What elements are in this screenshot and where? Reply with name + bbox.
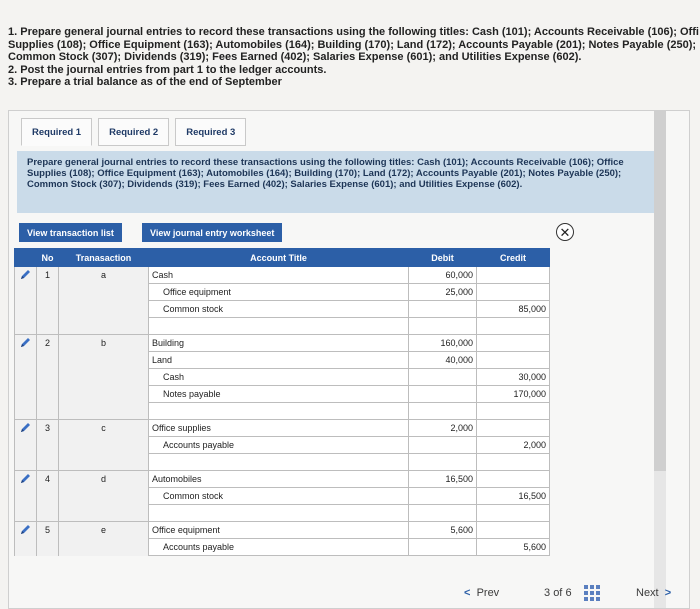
account-title-cell[interactable]: Automobiles xyxy=(149,471,409,488)
account-title-cell[interactable]: Building xyxy=(149,335,409,352)
entry-number xyxy=(37,284,59,301)
credit-cell[interactable] xyxy=(477,403,550,420)
spacer-row xyxy=(15,454,550,471)
account-title-cell[interactable]: Office supplies xyxy=(149,420,409,437)
debit-cell[interactable] xyxy=(409,454,477,471)
debit-cell[interactable]: 25,000 xyxy=(409,284,477,301)
credit-cell[interactable] xyxy=(477,471,550,488)
entry-number xyxy=(37,318,59,335)
account-title-cell[interactable]: Land xyxy=(149,352,409,369)
header-no: No xyxy=(37,249,59,267)
table-row xyxy=(15,488,550,505)
credit-cell[interactable] xyxy=(477,318,550,335)
table-row xyxy=(15,369,550,386)
account-title-cell[interactable]: Cash xyxy=(149,369,409,386)
debit-cell[interactable]: 60,000 xyxy=(409,267,477,284)
credit-cell[interactable] xyxy=(477,505,550,522)
edit-cell[interactable] xyxy=(15,522,37,539)
account-title-cell[interactable] xyxy=(149,505,409,522)
header-credit: Credit xyxy=(477,249,550,267)
pagination xyxy=(464,581,684,605)
transaction-letter xyxy=(59,369,149,386)
table-row xyxy=(15,267,550,284)
debit-cell[interactable]: 160,000 xyxy=(409,335,477,352)
account-title-cell[interactable]: Common stock xyxy=(149,488,409,505)
grid-icon[interactable] xyxy=(584,585,600,604)
question-prompt: Prepare general journal entries to record these transactions using the following titles: Cash (101); Accounts Receivable (106); Office Supplies (108); Office Equipment (163); Automobiles (164); Building (170); Land (172); Accounts Payable (201); Notes Payable (250); Common Stock (307); Dividends (319); Fees Earned (402); Salaries Expense (601); and Utilities Expense (602). xyxy=(17,151,654,213)
transaction-letter: c xyxy=(59,420,149,437)
edit-cell[interactable] xyxy=(15,267,37,284)
account-title-cell[interactable] xyxy=(149,318,409,335)
table-row xyxy=(15,284,550,301)
credit-cell[interactable]: 30,000 xyxy=(477,369,550,386)
assignment-panel xyxy=(8,110,690,609)
transaction-letter xyxy=(59,505,149,522)
pencil-icon[interactable] xyxy=(20,272,32,282)
instruction-line: Supplies (108); Office Equipment (163); Automobiles (164); Building (170); Land (172); Accounts Payable (201); Notes Payable (250); xyxy=(8,38,697,51)
credit-cell[interactable]: 170,000 xyxy=(477,386,550,403)
credit-cell[interactable] xyxy=(477,267,550,284)
debit-cell[interactable] xyxy=(409,488,477,505)
debit-cell[interactable] xyxy=(409,318,477,335)
page-of-label: of xyxy=(553,587,563,599)
entry-number xyxy=(37,301,59,318)
transaction-letter: d xyxy=(59,471,149,488)
total-pages: 6 xyxy=(565,587,572,599)
transaction-letter xyxy=(59,539,149,556)
entry-number xyxy=(37,386,59,403)
spacer-row xyxy=(15,403,550,420)
debit-cell[interactable] xyxy=(409,437,477,454)
scrollbar[interactable] xyxy=(654,111,666,608)
chevron-right-icon: > xyxy=(664,587,672,599)
pencil-icon[interactable] xyxy=(20,425,32,435)
pencil-icon[interactable] xyxy=(20,527,32,537)
entry-number: 2 xyxy=(37,335,59,352)
entry-number xyxy=(37,437,59,454)
prev-button[interactable] xyxy=(464,587,499,599)
instruction-line: Common Stock (307); Dividends (319); Fees Earned (402); Salaries Expense (601); and Utilities Expense (602). xyxy=(8,51,582,63)
next-label: Next xyxy=(636,587,659,599)
account-title-cell[interactable] xyxy=(149,454,409,471)
edit-cell xyxy=(15,539,37,556)
credit-cell[interactable] xyxy=(477,335,550,352)
entry-number xyxy=(37,369,59,386)
table-row xyxy=(15,420,550,437)
edit-cell xyxy=(15,454,37,471)
view-journal-entry-worksheet-button[interactable]: View journal entry worksheet xyxy=(142,223,282,242)
tab-required-1[interactable]: Required 1 xyxy=(21,118,92,146)
journal-table xyxy=(14,248,550,556)
entry-number xyxy=(37,505,59,522)
edit-cell[interactable] xyxy=(15,335,37,352)
tab-required-3[interactable]: Required 3 xyxy=(175,118,246,146)
next-button[interactable] xyxy=(636,587,671,599)
debit-cell[interactable] xyxy=(409,505,477,522)
pencil-icon[interactable] xyxy=(20,340,32,350)
transaction-letter xyxy=(59,403,149,420)
journal-table-body xyxy=(15,267,550,556)
spacer-row xyxy=(15,505,550,522)
edit-cell xyxy=(15,403,37,420)
entry-number xyxy=(37,454,59,471)
table-row xyxy=(15,301,550,318)
edit-cell xyxy=(15,505,37,522)
header-edit xyxy=(15,249,37,267)
entry-number xyxy=(37,539,59,556)
entry-number: 3 xyxy=(37,420,59,437)
edit-cell[interactable] xyxy=(15,471,37,488)
debit-cell[interactable] xyxy=(409,301,477,318)
transaction-letter xyxy=(59,318,149,335)
instruction-line: 1. Prepare general journal entries to record these transactions using the following titles: Cash (101); Accounts Receivable (106); Offi xyxy=(8,26,699,38)
tab-required-2[interactable]: Required 2 xyxy=(98,118,169,146)
credit-cell[interactable] xyxy=(477,522,550,539)
header-transaction: Tranasaction xyxy=(59,249,149,267)
transaction-letter xyxy=(59,488,149,505)
account-title-cell[interactable]: Cash xyxy=(149,267,409,284)
account-title-cell[interactable]: Accounts payable xyxy=(149,437,409,454)
table-row xyxy=(15,437,550,454)
transaction-letter xyxy=(59,454,149,471)
credit-cell[interactable]: 5,600 xyxy=(477,539,550,556)
transaction-letter xyxy=(59,437,149,454)
account-title-cell[interactable]: Office equipment xyxy=(149,522,409,539)
table-row xyxy=(15,386,550,403)
table-row xyxy=(15,539,550,556)
header-account-title: Account Title xyxy=(149,249,409,267)
edit-cell xyxy=(15,386,37,403)
credit-cell[interactable]: 16,500 xyxy=(477,488,550,505)
prev-label: Prev xyxy=(476,587,500,599)
account-title-cell[interactable]: Notes payable xyxy=(149,386,409,403)
transaction-letter xyxy=(59,301,149,318)
edit-cell[interactable] xyxy=(15,420,37,437)
transaction-letter: e xyxy=(59,522,149,539)
current-page: 3 xyxy=(544,587,551,599)
edit-cell xyxy=(15,369,37,386)
chevron-left-icon: < xyxy=(464,587,471,599)
spacer-row xyxy=(15,318,550,335)
debit-cell[interactable] xyxy=(409,403,477,420)
account-title-cell[interactable]: Office equipment xyxy=(149,284,409,301)
header-debit: Debit xyxy=(409,249,477,267)
credit-cell[interactable]: 85,000 xyxy=(477,301,550,318)
transaction-letter: a xyxy=(59,267,149,284)
transaction-letter xyxy=(59,386,149,403)
edit-cell xyxy=(15,301,37,318)
debit-cell[interactable]: 2,000 xyxy=(409,420,477,437)
entry-number xyxy=(37,403,59,420)
account-title-cell[interactable]: Common stock xyxy=(149,301,409,318)
debit-cell[interactable] xyxy=(409,369,477,386)
close-icon[interactable]: ✕ xyxy=(556,223,574,241)
view-transaction-list-button[interactable]: View transaction list xyxy=(19,223,122,242)
entry-number: 4 xyxy=(37,471,59,488)
table-row xyxy=(15,522,550,539)
entry-number: 1 xyxy=(37,267,59,284)
transaction-letter: b xyxy=(59,335,149,352)
edit-cell xyxy=(15,318,37,335)
account-title-cell[interactable] xyxy=(149,403,409,420)
account-title-cell[interactable]: Accounts payable xyxy=(149,539,409,556)
debit-cell[interactable] xyxy=(409,386,477,403)
instruction-line: 2. Post the journal entries from part 1 to the ledger accounts. xyxy=(8,63,327,76)
page-indicator xyxy=(544,587,572,599)
entry-number: 5 xyxy=(37,522,59,539)
debit-cell[interactable]: 5,600 xyxy=(409,522,477,539)
credit-cell[interactable] xyxy=(477,420,550,437)
debit-cell[interactable]: 40,000 xyxy=(409,352,477,369)
debit-cell[interactable] xyxy=(409,539,477,556)
edit-cell xyxy=(15,488,37,505)
table-row xyxy=(15,335,550,352)
credit-cell[interactable] xyxy=(477,352,550,369)
transaction-letter xyxy=(59,284,149,301)
scrollbar-thumb[interactable] xyxy=(654,111,666,471)
table-row xyxy=(15,352,550,369)
edit-cell xyxy=(15,352,37,369)
table-row xyxy=(15,471,550,488)
instructions xyxy=(8,26,700,89)
edit-cell xyxy=(15,437,37,454)
credit-cell[interactable] xyxy=(477,284,550,301)
debit-cell[interactable]: 16,500 xyxy=(409,471,477,488)
instruction-line: 3. Prepare a trial balance as of the end of September xyxy=(8,76,282,88)
table-header-row xyxy=(15,249,550,267)
entry-number xyxy=(37,488,59,505)
credit-cell[interactable] xyxy=(477,454,550,471)
pencil-icon[interactable] xyxy=(20,476,32,486)
credit-cell[interactable]: 2,000 xyxy=(477,437,550,454)
transaction-letter xyxy=(59,352,149,369)
entry-number xyxy=(37,352,59,369)
tab-bar xyxy=(21,118,252,148)
edit-cell xyxy=(15,284,37,301)
